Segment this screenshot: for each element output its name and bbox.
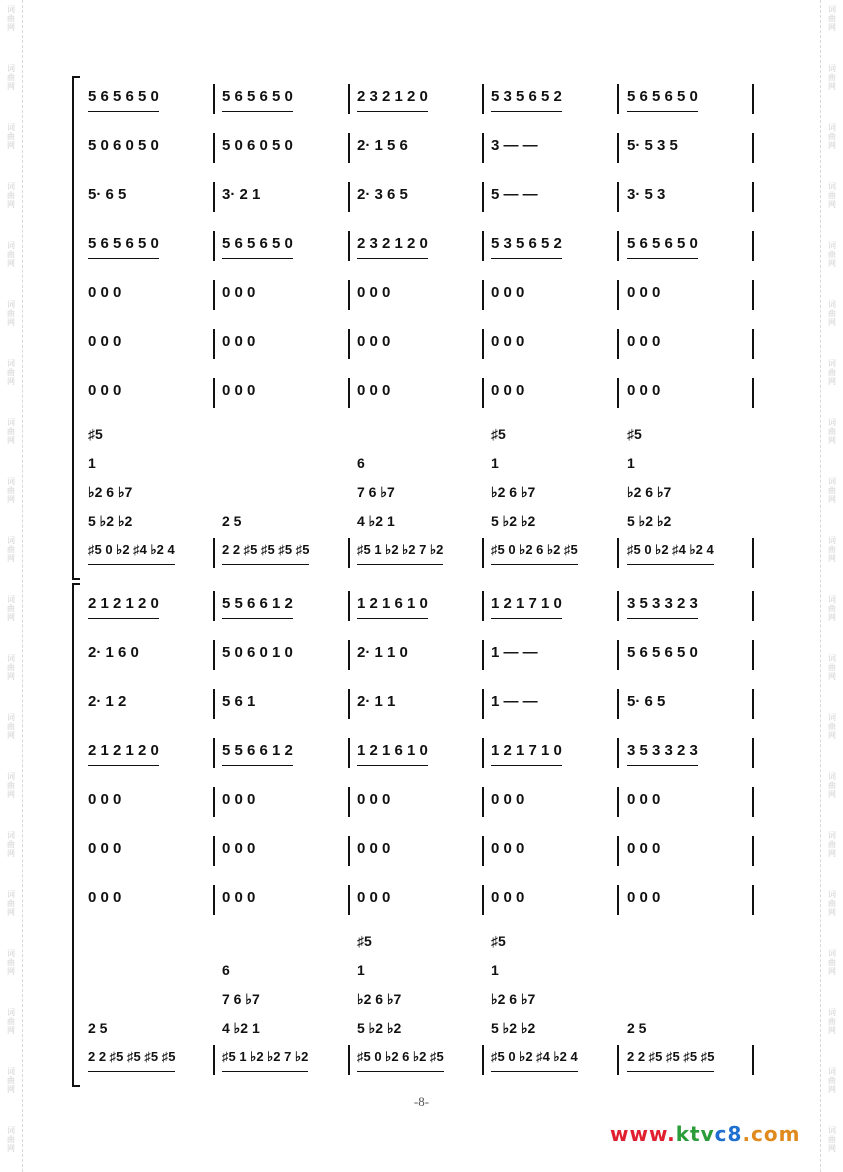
watermark-text: 词 曲 网 [828,654,836,681]
website-part-2: ktv [675,1122,715,1146]
notation-measure: 0 0 0 [357,889,391,906]
notation-measure: 5 0 6 0 5 0 [88,137,159,154]
barline [617,689,619,719]
barline [752,738,754,768]
notation-measure: 2· 1 6 0 [88,644,139,661]
chord-notation: 1 [357,962,365,978]
notation-measure: 5 6 5 6 5 0 [222,235,293,259]
barline [348,640,350,670]
barline [617,329,619,359]
notation-measure: 0 0 0 [491,284,525,301]
watermark-text: 词 曲 网 [828,1126,836,1153]
barline [617,591,619,621]
notation-measure: 0 0 0 [88,382,122,399]
notation-measure: 0 0 0 [627,889,661,906]
notation-measure: 0 0 0 [88,840,122,857]
notation-measure: 0 0 0 [357,382,391,399]
barline [213,538,215,568]
chord-notation: 7 6 ♭7 [357,484,395,500]
notation-measure: 0 0 0 [627,791,661,808]
chord-notation: ♯5 [88,426,103,442]
barline [482,836,484,866]
barline [482,133,484,163]
chord-notation: ♭2 6 ♭7 [357,991,402,1007]
watermark-text: 词 曲 网 [7,1008,15,1035]
chord-notation: 1 [627,455,635,471]
barline [617,1045,619,1075]
barline [482,84,484,114]
barline [752,231,754,261]
notation-measure: 0 0 0 [357,791,391,808]
notation-measure: 3 — — [491,137,538,154]
notation-measure: 2· 1 1 [357,693,396,710]
watermark-text: 词 曲 网 [828,772,836,799]
barline [482,182,484,212]
barline [213,231,215,261]
notation-measure: 0 0 0 [88,333,122,350]
chord-notation: ♭2 6 ♭7 [88,484,133,500]
notation-measure: 5 3 5 6 5 2 [491,235,562,259]
barline [213,836,215,866]
barline [752,836,754,866]
watermark-text: 词 曲 网 [7,418,15,445]
chord-notation: 5 ♭2 ♭2 [491,513,536,529]
barline [348,378,350,408]
watermark-text: 词 曲 网 [7,595,15,622]
barline [482,280,484,310]
chord-notation: 4 ♭2 1 [357,513,395,529]
bass-measure: 2 2 ♯5 ♯5 ♯5 ♯5 [627,1049,714,1072]
notation-measure: 0 0 0 [222,333,256,350]
barline [348,538,350,568]
barline [752,329,754,359]
barline [348,591,350,621]
notation-measure: 0 0 0 [88,284,122,301]
barline [348,329,350,359]
page-number: -8- [413,1094,430,1109]
barline [482,591,484,621]
notation-measure: 5 6 5 6 5 0 [88,235,159,259]
chord-notation: ♭2 6 ♭7 [627,484,672,500]
barline [482,378,484,408]
barline [348,280,350,310]
chord-notation: ♯5 [627,426,642,442]
watermark-text: 词 曲 网 [7,477,15,504]
website-part-1: www. [610,1122,676,1146]
notation-measure: 1 2 1 6 1 0 [357,742,428,766]
notation-measure: 0 0 0 [222,284,256,301]
barline [482,689,484,719]
watermark-text: 词 曲 网 [828,300,836,327]
chord-notation: 4 ♭2 1 [222,1020,260,1036]
notation-measure: 5 6 5 6 5 0 [222,88,293,112]
notation-measure: 0 0 0 [491,333,525,350]
website-logo[interactable] [610,1122,800,1146]
website-part-4: .com [742,1122,801,1146]
barline [348,787,350,817]
notation-measure: 2· 1 2 [88,693,127,710]
notation-measure: 0 0 0 [491,791,525,808]
watermark-text: 词 曲 网 [7,949,15,976]
watermark-text: 词 曲 网 [828,536,836,563]
notation-measure: 5 5 6 6 1 2 [222,595,293,619]
barline [348,231,350,261]
barline [213,885,215,915]
website-part-3: c8 [714,1122,743,1146]
notation-measure: 5· 5 3 5 [627,137,678,154]
barline [213,640,215,670]
bass-measure: 2 2 ♯5 ♯5 ♯5 ♯5 [88,1049,175,1072]
watermark-text: 词 曲 网 [7,182,15,209]
barline [752,591,754,621]
barline [752,133,754,163]
chord-notation: 6 [222,962,230,978]
notation-measure: 0 0 0 [88,791,122,808]
bass-measure: ♯5 0 ♭2 ♯4 ♭2 4 [491,1049,578,1072]
notation-measure: 0 0 0 [627,333,661,350]
watermark-text: 词 曲 网 [7,890,15,917]
bass-measure: 2 2 ♯5 ♯5 ♯5 ♯5 [222,542,309,565]
chord-notation: 1 [88,455,96,471]
chord-notation: ♯5 [491,426,506,442]
notation-measure: 2· 1 5 6 [357,137,408,154]
barline [617,640,619,670]
notation-measure: 0 0 0 [627,284,661,301]
notation-measure: 0 0 0 [222,840,256,857]
barline [213,84,215,114]
watermark-text: 词 曲 网 [7,713,15,740]
notation-measure: 5· 6 5 [627,693,666,710]
notation-measure: 1 — — [491,693,538,710]
watermark-text: 词 曲 网 [828,713,836,740]
notation-measure: 0 0 0 [88,889,122,906]
watermark-text: 词 曲 网 [7,536,15,563]
notation-measure: 0 0 0 [491,382,525,399]
barline [348,738,350,768]
notation-measure: 5 — — [491,186,538,203]
barline [617,738,619,768]
notation-measure: 1 — — [491,644,538,661]
watermark-text: 词 曲 网 [7,241,15,268]
barline [348,84,350,114]
barline [617,378,619,408]
bass-measure: ♯5 1 ♭2 ♭2 7 ♭2 [222,1049,308,1072]
chord-notation: 1 [491,455,499,471]
barline [482,538,484,568]
chord-notation: ♭2 6 ♭7 [491,484,536,500]
chord-notation: 2 5 [88,1020,108,1036]
barline [482,787,484,817]
watermark-text: 词 曲 网 [828,64,836,91]
barline [617,538,619,568]
chord-notation: ♯5 [357,933,372,949]
barline [213,378,215,408]
chord-notation: 5 ♭2 ♭2 [88,513,133,529]
watermark-text: 词 曲 网 [828,5,836,32]
notation-measure: 3· 2 1 [222,186,261,203]
watermark-text: 词 曲 网 [828,123,836,150]
notation-measure: 2 1 2 1 2 0 [88,595,159,619]
notation-measure: 2· 3 6 5 [357,186,408,203]
barline [482,640,484,670]
chord-notation: 5 ♭2 ♭2 [491,1020,536,1036]
barline [348,1045,350,1075]
chord-notation: 2 5 [222,513,242,529]
barline [213,280,215,310]
notation-measure: 0 0 0 [357,840,391,857]
barline [752,787,754,817]
watermark-text: 词 曲 网 [828,595,836,622]
barline [482,231,484,261]
barline [348,182,350,212]
barline [348,836,350,866]
notation-measure: 5 3 5 6 5 2 [491,88,562,112]
chord-notation: 1 [491,962,499,978]
notation-measure: 5 5 6 6 1 2 [222,742,293,766]
notation-measure: 0 0 0 [627,382,661,399]
barline [213,182,215,212]
notation-measure: 0 0 0 [491,889,525,906]
notation-measure: 0 0 0 [222,889,256,906]
chord-notation: 7 6 ♭7 [222,991,260,1007]
notation-measure: 2 3 2 1 2 0 [357,235,428,259]
watermark-text: 词 曲 网 [7,1126,15,1153]
barline [482,738,484,768]
notation-measure: 2· 1 1 0 [357,644,408,661]
barline [482,1045,484,1075]
barline [752,378,754,408]
chord-notation: ♯5 [491,933,506,949]
barline [752,689,754,719]
notation-measure: 2 3 2 1 2 0 [357,88,428,112]
barline [617,280,619,310]
notation-measure: 3 5 3 3 2 3 [627,595,698,619]
watermark-text: 词 曲 网 [7,772,15,799]
barline [617,885,619,915]
watermark-text: 词 曲 网 [7,831,15,858]
barline [213,689,215,719]
barline [213,591,215,621]
bass-measure: ♯5 0 ♭2 6 ♭2 ♯5 [491,542,578,565]
barline [752,1045,754,1075]
barline [617,182,619,212]
barline [752,84,754,114]
notation-measure: 0 0 0 [357,333,391,350]
barline [617,84,619,114]
barline [213,133,215,163]
watermark-text: 词 曲 网 [828,418,836,445]
barline [752,280,754,310]
watermark-text: 词 曲 网 [7,123,15,150]
watermark-text: 词 曲 网 [7,359,15,386]
system-bracket [72,76,80,580]
notation-measure: 2 1 2 1 2 0 [88,742,159,766]
barline [752,885,754,915]
left-watermark-strip [0,0,23,1172]
barline [213,787,215,817]
notation-measure: 0 0 0 [627,840,661,857]
bass-measure: ♯5 0 ♭2 6 ♭2 ♯5 [357,1049,444,1072]
chord-notation: 5 ♭2 ♭2 [357,1020,402,1036]
barline [617,787,619,817]
barline [482,329,484,359]
notation-measure: 0 0 0 [222,791,256,808]
barline [213,329,215,359]
watermark-text: 词 曲 网 [828,949,836,976]
chord-notation: ♭2 6 ♭7 [491,991,536,1007]
right-watermark-strip [820,0,843,1172]
notation-measure: 5 6 5 6 5 0 [88,88,159,112]
watermark-text: 词 曲 网 [7,300,15,327]
barline [752,538,754,568]
notation-measure: 5 6 5 6 5 0 [627,88,698,112]
notation-measure: 5 6 5 6 5 0 [627,235,698,259]
watermark-text: 词 曲 网 [7,64,15,91]
watermark-text: 词 曲 网 [828,241,836,268]
barline [617,836,619,866]
barline [348,133,350,163]
notation-measure: 1 2 1 7 1 0 [491,742,562,766]
notation-measure: 3· 5 3 [627,186,666,203]
notation-measure: 0 0 0 [491,840,525,857]
barline [617,231,619,261]
notation-measure: 5 6 5 6 5 0 [627,644,698,661]
chord-notation: 2 5 [627,1020,647,1036]
notation-measure: 3 5 3 3 2 3 [627,742,698,766]
watermark-text: 词 曲 网 [7,654,15,681]
barline [752,182,754,212]
chord-notation: 5 ♭2 ♭2 [627,513,672,529]
notation-measure: 5 6 1 [222,693,256,710]
system-bracket [72,583,80,1087]
notation-measure: 0 0 0 [222,382,256,399]
barline [213,1045,215,1075]
barline [348,885,350,915]
bass-measure: ♯5 0 ♭2 ♯4 ♭2 4 [627,542,714,565]
watermark-text: 词 曲 网 [828,1067,836,1094]
notation-measure: 5 0 6 0 1 0 [222,644,293,661]
watermark-text: 词 曲 网 [7,1067,15,1094]
chord-notation: 6 [357,455,365,471]
barline [482,885,484,915]
barline [617,133,619,163]
notation-measure: 5 0 6 0 5 0 [222,137,293,154]
barline [348,689,350,719]
watermark-text: 词 曲 网 [828,831,836,858]
watermark-text: 词 曲 网 [828,890,836,917]
watermark-text: 词 曲 网 [828,1008,836,1035]
bass-measure: ♯5 1 ♭2 ♭2 7 ♭2 [357,542,443,565]
watermark-text: 词 曲 网 [828,182,836,209]
notation-measure: 1 2 1 7 1 0 [491,595,562,619]
watermark-text: 词 曲 网 [828,359,836,386]
watermark-text: 词 曲 网 [828,477,836,504]
watermark-text: 词 曲 网 [7,5,15,32]
notation-measure: 0 0 0 [357,284,391,301]
notation-measure: 1 2 1 6 1 0 [357,595,428,619]
bass-measure: ♯5 0 ♭2 ♯4 ♭2 4 [88,542,175,565]
barline [752,640,754,670]
barline [213,738,215,768]
notation-measure: 5· 6 5 [88,186,127,203]
